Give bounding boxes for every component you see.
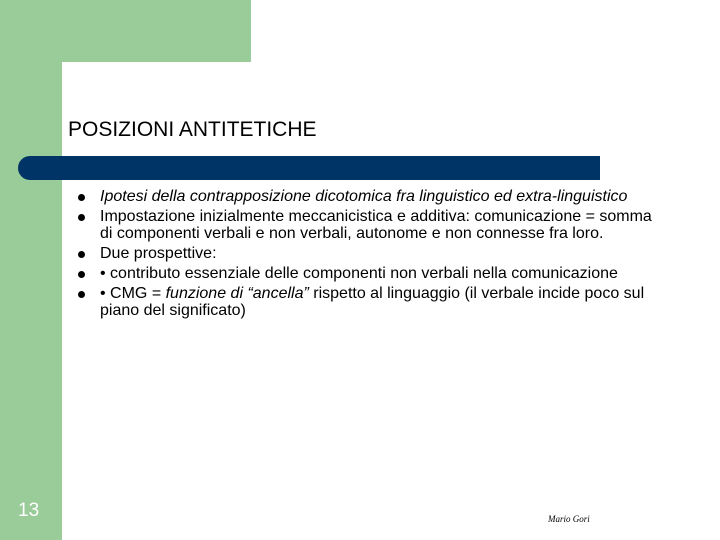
bullet-item [78,265,658,282]
bullet-dot-icon [78,271,85,278]
bullet-text-part: • CMG = [100,285,166,302]
bullet-text: Ipotesi della contrapposizione dicotomica fra linguistico ed extra-linguistico [100,188,628,205]
bullet-text: Due prospettive: [100,245,217,262]
bullet-text-emphasis: funzione di “ancella” [165,285,309,302]
author-footer: Mario Gori [548,514,590,524]
bullet-dot-icon [78,214,85,221]
bullet-text-part: rispetto al linguaggio (il verbale incide poco sul piano del significato) [100,285,645,319]
title-underline-bar [18,156,600,180]
bullet-dot-icon [78,291,85,298]
bullet-item [78,245,658,262]
bullet-dot-icon [78,194,85,201]
bullet-text: Impostazione inizialmente meccanicistica e additiva: comunicazione = somma di componenti verbali e non verbali, autonome e non connesse fra loro. [100,208,652,242]
bullet-text: • contributo essenziale delle componenti non verbali nella comunicazione [100,265,618,282]
bullet-item [78,208,658,242]
bullet-dot-icon [78,251,85,258]
bullet-item [78,188,658,205]
green-top-band [0,0,251,62]
slide-title: POSIZIONI ANTITETICHE [68,118,317,141]
bullet-text [100,285,644,319]
green-side-band [0,0,62,540]
bullet-item [78,285,658,319]
bullet-list [78,188,658,322]
page-number: 13 [18,500,40,521]
